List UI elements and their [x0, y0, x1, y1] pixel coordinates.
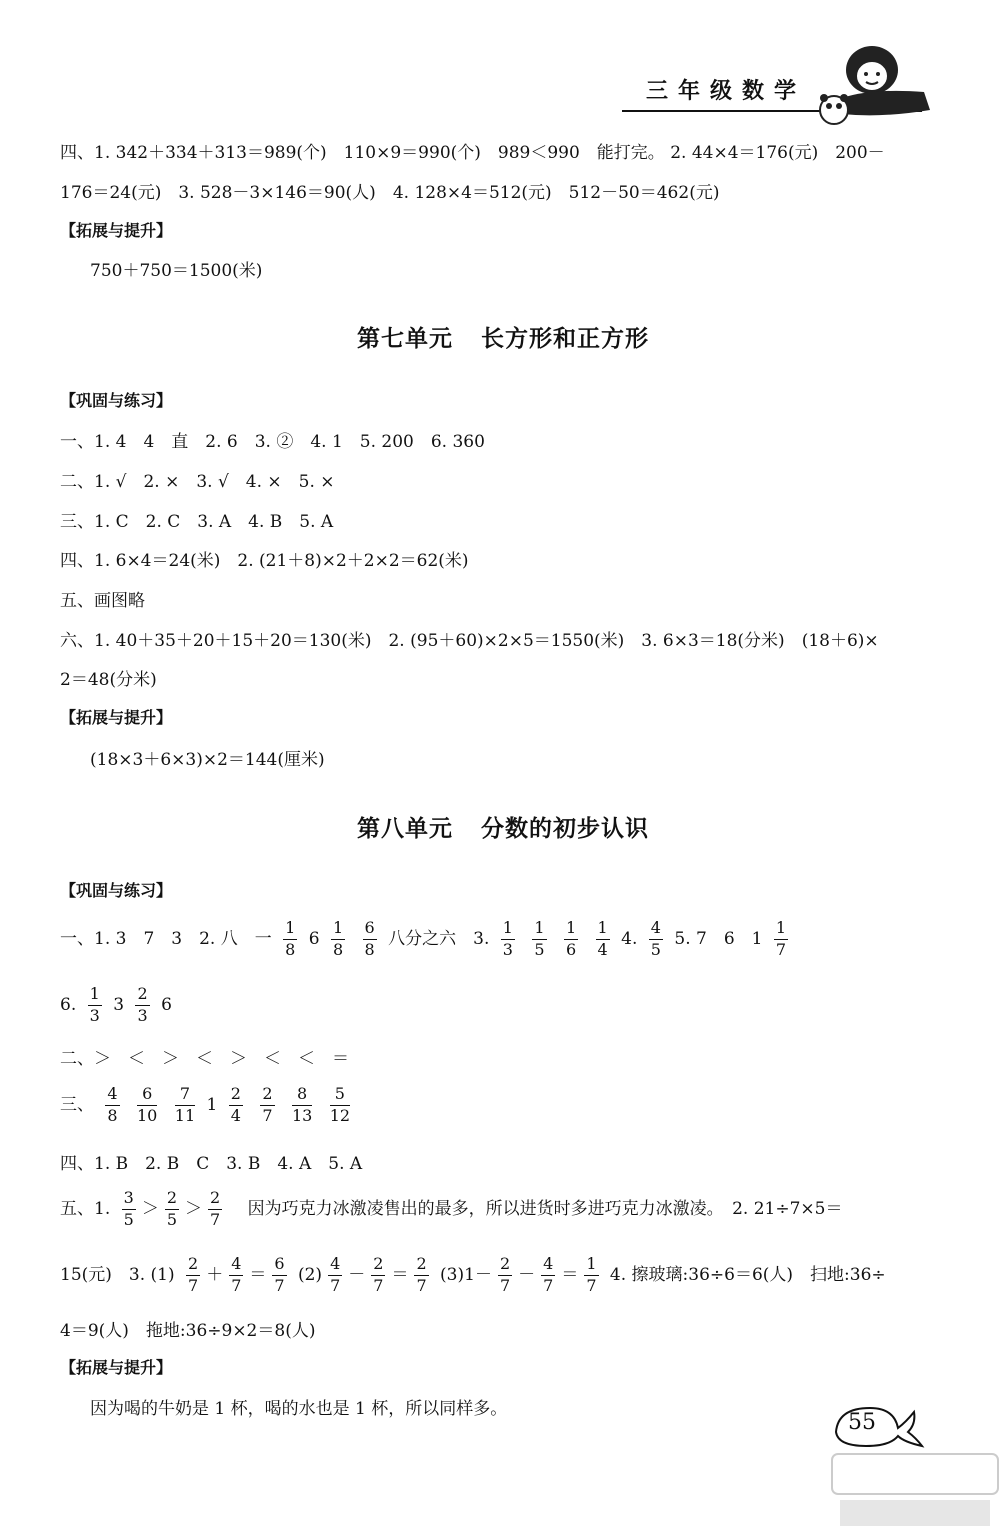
u7-part-6-line1: 六、1. 40＋35＋20＋15＋20＝130(米) 2. (95＋60)×2×5＝1550(米) 3. 6×3＝18(分米) (18＋6)×: [60, 631, 879, 651]
fraction-denominator: 7: [231, 1275, 242, 1295]
fraction: [498, 1256, 512, 1295]
fraction-denominator: 7: [210, 1209, 221, 1229]
fraction-denominator: 7: [543, 1275, 554, 1295]
fraction-numerator: 2: [229, 1086, 243, 1106]
fraction: [88, 986, 102, 1025]
u8-text: 15(元) 3. (1): [60, 1264, 175, 1285]
u7-part-1: 一、1. 4 4 直 2. 6 3. ② 4. 1 5. 200 6. 360: [60, 432, 485, 452]
fraction-numerator: 2: [260, 1086, 274, 1106]
minus-sign: －: [348, 1264, 366, 1285]
fraction: [165, 1190, 179, 1229]
fraction-numerator: 1: [596, 920, 610, 940]
u7-part-5: 五、画图略: [60, 591, 145, 611]
fraction-numerator: 2: [208, 1190, 222, 1210]
u8-part-1-line2: [60, 986, 172, 1025]
unit-7-name: 长方形和正方形: [481, 326, 649, 352]
fraction-numerator: 1: [532, 920, 546, 940]
u7-extension-answer: (18×3＋6×3)×2＝144(厘米): [90, 750, 325, 770]
u8-text: 因为巧克力冰激凌售出的最多，所以进货时多进巧克力冰激凌。 2. 21÷7×5＝: [247, 1198, 843, 1219]
fraction: [137, 1086, 157, 1125]
fraction: [283, 920, 297, 959]
u8-part-3: [60, 1086, 356, 1125]
unit-8-title: [0, 810, 1006, 843]
fraction: [292, 1086, 312, 1125]
fraction-denominator: 5: [650, 939, 661, 959]
fraction-numerator: 6: [363, 920, 377, 940]
u7-part-3: 三、1. C 2. C 3. A 4. B 5. A: [60, 512, 334, 532]
u8-text: 4.: [621, 928, 638, 949]
fraction-numerator: 4: [229, 1256, 243, 1276]
fraction: [532, 920, 546, 959]
fraction: [328, 1256, 342, 1295]
u8-part-5-line1: [60, 1190, 842, 1229]
u7-part-2: 二、1. √ 2. × 3. √ 4. × 5. ×: [60, 472, 335, 492]
fraction: [501, 920, 515, 959]
u8-text: 6: [308, 928, 320, 949]
fraction-denominator: 13: [291, 1105, 313, 1125]
fraction: [105, 1086, 119, 1125]
u8-part-2: 二、＞ ＜ ＞ ＜ ＞ ＜ ＜ ＝: [60, 1049, 349, 1069]
u8-extension-answer: 因为喝的牛奶是 1 杯，喝的水也是 1 杯，所以同样多。: [90, 1399, 508, 1419]
fraction: [649, 920, 663, 959]
fraction-denominator: 6: [565, 939, 577, 959]
u8-text: 三、: [60, 1094, 94, 1115]
u8-text: 1: [206, 1094, 218, 1115]
greater-than: ＞: [141, 1198, 159, 1219]
plus-sign: ＋: [206, 1264, 224, 1285]
fraction-denominator: 7: [373, 1275, 384, 1295]
u8-text: 5. 7 6 1: [674, 928, 763, 949]
fraction-numerator: 6: [137, 1086, 157, 1106]
fraction-numerator: 1: [774, 920, 788, 940]
equals-sign: ＝: [391, 1264, 409, 1285]
unit-7-title: [0, 320, 1006, 353]
u8-text: 五、1.: [60, 1198, 111, 1219]
fraction-numerator: 2: [498, 1256, 512, 1276]
fraction-numerator: 3: [122, 1190, 136, 1210]
fraction-denominator: 7: [586, 1275, 597, 1295]
fraction: [135, 986, 149, 1025]
header-title: 三年级数学: [645, 79, 806, 104]
fraction-denominator: 7: [499, 1275, 511, 1295]
fraction-numerator: 1: [331, 920, 345, 940]
fraction-numerator: 7: [175, 1086, 195, 1106]
u7-extension-label: 【拓展与提升】: [60, 708, 173, 727]
fraction-numerator: 1: [283, 920, 297, 940]
u8-extension-label: 【拓展与提升】: [60, 1358, 173, 1377]
u8-text: 一、1. 3 7 3 2. 八 一: [60, 928, 272, 949]
unit-8-name: 分数的初步认识: [481, 816, 649, 842]
fraction: [229, 1256, 243, 1295]
page-number-text: 55: [848, 1410, 876, 1435]
fraction-numerator: 2: [371, 1256, 385, 1276]
fraction: [584, 1256, 598, 1295]
u7-practice-label: 【巩固与练习】: [60, 391, 173, 410]
whale-icon: [832, 1402, 932, 1448]
fraction-numerator: 1: [584, 1256, 598, 1276]
unit-7-number: 第七单元: [357, 326, 453, 352]
fraction: [331, 920, 345, 959]
fraction-numerator: 5: [330, 1086, 350, 1106]
fraction-numerator: 1: [88, 986, 102, 1006]
fraction-numerator: 2: [414, 1256, 428, 1276]
fraction: [175, 1086, 195, 1125]
fraction-numerator: 2: [165, 1190, 179, 1210]
fraction-denominator: 5: [534, 939, 545, 959]
fraction: [208, 1190, 222, 1229]
u6-extension-label: 【拓展与提升】: [60, 221, 173, 240]
fraction: [229, 1086, 243, 1125]
u8-text: (3)1－: [440, 1264, 492, 1285]
fraction-denominator: 4: [597, 939, 608, 959]
fraction-denominator: 5: [166, 1209, 178, 1229]
fraction: [596, 920, 610, 959]
u8-text: 6.: [60, 994, 77, 1015]
u8-text: 八分之六 3.: [388, 928, 490, 949]
fraction-denominator: 10: [137, 1105, 158, 1125]
fraction-numerator: 4: [328, 1256, 342, 1276]
fraction: [260, 1086, 274, 1125]
watermark-logo: [830, 1450, 1000, 1530]
page-number: [832, 1402, 902, 1448]
u8-text: 3: [113, 994, 125, 1015]
fraction-denominator: 3: [137, 1005, 148, 1025]
fraction-denominator: 4: [230, 1105, 241, 1125]
u7-part-6-line2: 2＝48(分米): [60, 670, 157, 690]
fraction: [363, 920, 377, 959]
fraction-numerator: 2: [135, 986, 149, 1006]
fraction: [541, 1256, 555, 1295]
u7-part-4: 四、1. 6×4＝24(米) 2. (21＋8)×2＋2×2＝62(米): [60, 551, 469, 571]
fraction-denominator: 7: [330, 1275, 341, 1295]
fraction: [774, 920, 788, 959]
fraction-numerator: 8: [292, 1086, 312, 1106]
u8-part-5-line3: 4＝9(人) 拖地:36÷9×2＝8(人): [60, 1321, 316, 1341]
fraction-numerator: 4: [105, 1086, 119, 1106]
fraction-denominator: 7: [262, 1105, 273, 1125]
u6-item-4-line2: 176＝24(元) 3. 528－3×146＝90(人) 4. 128×4＝512(元) 512－50＝462(元): [60, 183, 720, 203]
u8-practice-label: 【巩固与练习】: [60, 881, 173, 900]
u8-text: 6: [161, 994, 172, 1015]
fraction: [371, 1256, 385, 1295]
fraction-numerator: 4: [649, 920, 663, 940]
fraction: [414, 1256, 428, 1295]
fraction-denominator: 11: [174, 1105, 196, 1125]
greater-than: ＞: [185, 1198, 203, 1219]
unit-8-number: 第八单元: [357, 816, 453, 842]
fraction-denominator: 7: [274, 1275, 285, 1295]
fraction: [186, 1256, 200, 1295]
fraction-denominator: 7: [775, 939, 787, 959]
fraction: [564, 920, 578, 959]
fraction: [122, 1190, 136, 1229]
minus-sign: －: [518, 1264, 536, 1285]
fraction-denominator: 8: [107, 1105, 118, 1125]
fraction-denominator: 12: [329, 1105, 351, 1125]
u8-part-5-line2: [60, 1256, 886, 1295]
fraction-denominator: 8: [332, 939, 344, 959]
equals-sign: ＝: [561, 1264, 579, 1285]
fraction-numerator: 4: [541, 1256, 555, 1276]
fraction-denominator: 3: [502, 939, 513, 959]
u8-text: (2): [297, 1264, 323, 1285]
u8-part-4: 四、1. B 2. B C 3. B 4. A 5. A: [60, 1154, 363, 1174]
equals-sign: ＝: [249, 1264, 267, 1285]
u6-item-4-line1: 四、1. 342＋334＋313＝989(个) 110×9＝990(个) 989＜990 能打完。 2. 44×4＝176(元) 200－: [60, 143, 885, 163]
u8-text: 4. 擦玻璃:36÷6＝6(人) 扫地:36÷: [609, 1264, 886, 1285]
fraction: [330, 1086, 350, 1125]
fraction-denominator: 7: [416, 1275, 427, 1295]
fraction-denominator: 5: [123, 1209, 134, 1229]
fraction-numerator: 1: [501, 920, 515, 940]
mascot-illustration: [812, 40, 932, 140]
fraction-numerator: 6: [272, 1256, 286, 1276]
fraction-denominator: 7: [188, 1275, 199, 1295]
fraction-denominator: 3: [89, 1005, 100, 1025]
u8-part-1-line1: [60, 920, 794, 959]
fraction-denominator: 8: [285, 939, 296, 959]
fraction: [272, 1256, 286, 1295]
fraction-numerator: 1: [564, 920, 578, 940]
u6-extension-answer: 750＋750＝1500(米): [90, 261, 263, 281]
fraction-denominator: 8: [364, 939, 375, 959]
fraction-numerator: 2: [186, 1256, 200, 1276]
